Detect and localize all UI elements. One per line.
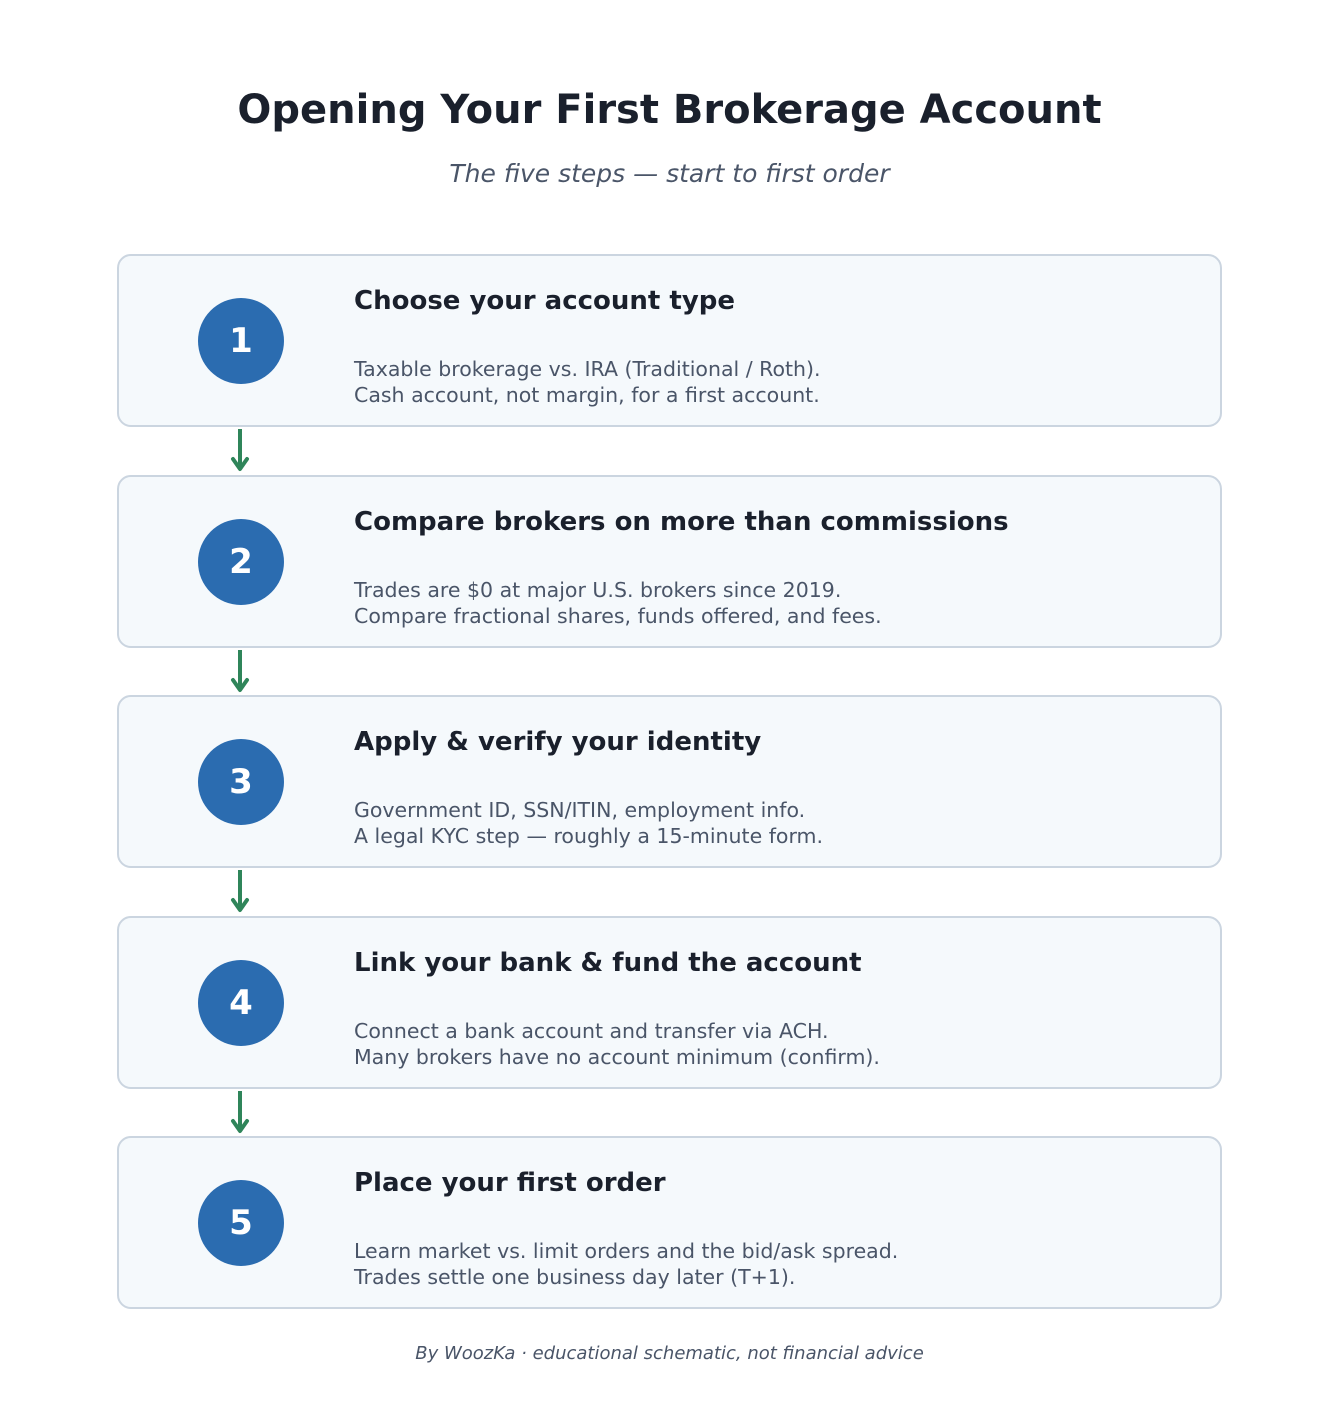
step-title: Place your first order [354,1168,666,1198]
step-card-2 [117,475,1222,648]
step-description [354,797,823,849]
step-card-3 [117,695,1222,868]
footer-credit: By WoozKa · educational schematic, not financial advice [415,1343,924,1364]
step-number-badge: 5 [198,1180,284,1266]
step-title: Choose your account type [354,286,736,316]
step-description [354,1018,880,1070]
diagram-title: Opening Your First Brokerage Account [237,87,1102,133]
step-number-badge: 1 [198,298,284,384]
step-description-line: Learn market vs. limit orders and the bid/ask spread. [354,1239,899,1263]
step-description [354,1238,898,1290]
step-title: Link your bank & fund the account [354,948,862,978]
step-title: Compare brokers on more than commissions [354,507,1009,537]
step-number-badge: 4 [198,960,284,1046]
step-description-line: Taxable brokerage vs. IRA (Traditional / Roth). [354,357,821,381]
down-arrow-icon [228,648,252,696]
step-card-5 [117,1136,1222,1309]
step-description-line: Trades are $0 at major U.S. brokers since 2019. [354,578,842,602]
diagram-subtitle: The five steps — start to first order [449,159,890,188]
step-number-badge: 2 [198,519,284,605]
step-description-line: Compare fractional shares, funds offered, and fees. [354,604,882,628]
down-arrow-icon [228,1089,252,1137]
step-description-line: A legal KYC step — roughly a 15-minute form. [354,824,824,848]
step-description-line: Cash account, not margin, for a first account. [354,383,820,407]
down-arrow-icon [228,427,252,475]
down-arrow-icon [228,868,252,916]
step-number-badge: 3 [198,739,284,825]
step-description-line: Trades settle one business day later (T+1). [354,1265,796,1289]
step-description [354,577,882,629]
step-title: Apply & verify your identity [354,727,762,757]
step-description-line: Connect a bank account and transfer via ACH. [354,1019,829,1043]
step-description-line: Many brokers have no account minimum (confirm). [354,1045,880,1069]
step-card-4 [117,916,1222,1089]
step-card-1 [117,254,1222,427]
step-description [354,356,821,408]
step-description-line: Government ID, SSN/ITIN, employment info. [354,798,806,822]
